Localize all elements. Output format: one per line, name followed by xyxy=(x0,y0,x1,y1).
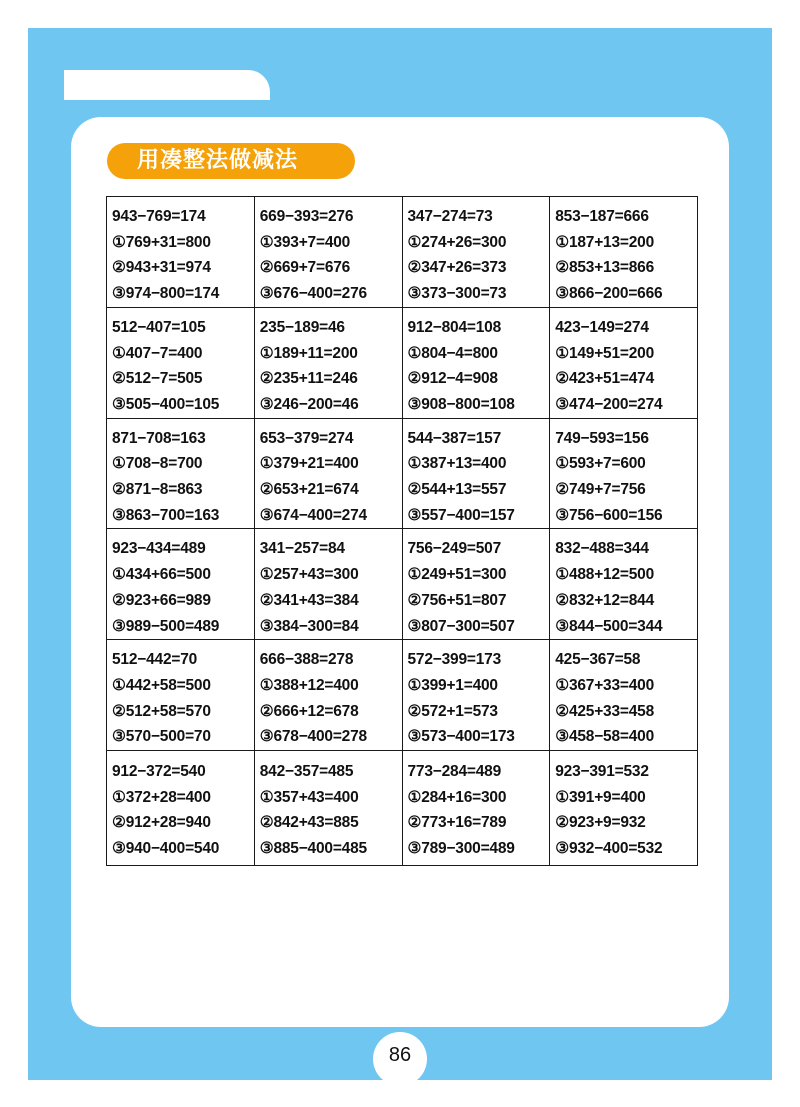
step-1: ①442+58=500 xyxy=(112,676,211,694)
problem-equation: 749−593=156 xyxy=(555,429,649,447)
step-3: ③940−400=540 xyxy=(112,840,220,858)
problem-cell xyxy=(254,640,402,751)
problem-equation: 347−274=73 xyxy=(407,208,493,225)
problem-cell xyxy=(402,418,550,529)
step-3: ③505−400=105 xyxy=(112,395,220,413)
problem-equation: 923−391=532 xyxy=(555,763,649,781)
problem-equation: 512−407=105 xyxy=(112,318,206,336)
section-title: 用凑整法做减法 xyxy=(107,143,355,179)
problem-cell xyxy=(550,197,698,308)
step-3: ③844−500=344 xyxy=(555,617,663,635)
problem-equation: 842−357=485 xyxy=(259,763,354,781)
problem-cell xyxy=(107,418,255,529)
step-1: ①284+16=300 xyxy=(407,788,507,806)
step-1: ①391+9=400 xyxy=(555,788,646,806)
problem-equation: 423−149=274 xyxy=(555,318,649,336)
problem-cell xyxy=(107,197,255,308)
step-1: ①407−7=400 xyxy=(112,344,203,362)
step-1: ①367+33=400 xyxy=(555,676,655,694)
problem-cell xyxy=(107,751,255,866)
step-3: ③974−800=174 xyxy=(112,285,220,303)
step-2: ②666+12=678 xyxy=(259,702,359,720)
step-1: ①249+51=300 xyxy=(407,566,507,584)
problem-cell xyxy=(550,640,698,751)
problem-cell xyxy=(550,418,698,529)
problem-cell xyxy=(254,197,402,308)
step-1: ①708−8=700 xyxy=(112,455,203,473)
step-1: ①769+31=800 xyxy=(112,233,211,251)
problem-equation: 653−379=274 xyxy=(259,429,354,447)
step-3: ③989−500=489 xyxy=(112,617,220,635)
problem-cell xyxy=(402,640,550,751)
step-2: ②832+12=844 xyxy=(555,591,655,609)
step-1: ①257+43=300 xyxy=(259,566,359,584)
step-2: ②773+16=789 xyxy=(407,814,507,832)
step-2: ②853+13=866 xyxy=(555,259,655,277)
problem-row xyxy=(107,640,698,751)
step-3: ③246−200=46 xyxy=(259,395,359,413)
problem-cell xyxy=(402,307,550,418)
step-2: ②347+26=373 xyxy=(407,259,507,277)
step-3: ③373−300=73 xyxy=(407,285,507,303)
step-2: ②923+66=989 xyxy=(112,591,211,609)
problem-row xyxy=(107,197,698,308)
problem-cell xyxy=(254,307,402,418)
step-1: ①488+12=500 xyxy=(555,566,655,584)
step-1: ①393+7=400 xyxy=(259,233,351,251)
step-3: ③557−400=157 xyxy=(407,506,515,524)
step-3: ③866−200=666 xyxy=(555,285,663,303)
step-1: ①274+26=300 xyxy=(407,233,507,251)
problem-grid xyxy=(106,196,698,866)
problem-equation: 773−284=489 xyxy=(407,763,501,781)
step-1: ①593+7=600 xyxy=(555,455,646,473)
step-2: ②425+33=458 xyxy=(555,702,655,720)
problem-equation: 666−388=278 xyxy=(259,651,354,669)
step-2: ②912−4=908 xyxy=(407,370,498,388)
problem-cell xyxy=(254,751,402,866)
page-number: 86 xyxy=(388,1044,412,1066)
problem-row xyxy=(107,529,698,640)
step-2: ②871−8=863 xyxy=(112,481,203,499)
step-2: ②235+11=246 xyxy=(259,370,358,388)
problem-equation: 572−399=173 xyxy=(407,651,501,669)
step-2: ②842+43=885 xyxy=(259,814,359,832)
step-3: ③474−200=274 xyxy=(555,395,663,413)
step-2: ②544+13=557 xyxy=(407,481,507,499)
problem-cell xyxy=(107,640,255,751)
problem-equation: 235−189=46 xyxy=(259,318,345,336)
step-2: ②512−7=505 xyxy=(112,370,203,388)
problem-equation: 912−372=540 xyxy=(112,763,206,781)
problem-equation: 853−187=666 xyxy=(555,208,649,225)
step-3: ③678−400=278 xyxy=(259,728,367,746)
step-2: ②423+51=474 xyxy=(555,370,655,388)
step-3: ③885−400=485 xyxy=(259,840,367,858)
step-1: ①149+51=200 xyxy=(555,344,655,362)
problem-cell xyxy=(254,418,402,529)
step-1: ①804−4=800 xyxy=(407,344,498,362)
step-3: ③807−300=507 xyxy=(407,617,515,635)
step-2: ②923+9=932 xyxy=(555,814,646,832)
problem-row xyxy=(107,418,698,529)
problem-cell xyxy=(550,307,698,418)
problem-equation: 923−434=489 xyxy=(112,540,206,558)
step-3: ③458−58=400 xyxy=(555,728,655,746)
header-tab-decoration xyxy=(64,70,270,100)
step-2: ②943+31=974 xyxy=(112,259,211,277)
problem-equation: 669−393=276 xyxy=(259,208,354,225)
problem-row xyxy=(107,751,698,866)
problem-equation: 871−708=163 xyxy=(112,429,206,447)
problem-cell xyxy=(550,529,698,640)
problem-cell xyxy=(402,529,550,640)
step-3: ③932−400=532 xyxy=(555,840,663,858)
problem-equation: 341−257=84 xyxy=(259,540,345,558)
step-1: ①387+13=400 xyxy=(407,455,507,473)
problem-cell xyxy=(550,751,698,866)
step-3: ③674−400=274 xyxy=(259,506,367,524)
step-1: ①372+28=400 xyxy=(112,788,211,806)
step-2: ②669+7=676 xyxy=(259,259,351,277)
step-1: ①189+11=200 xyxy=(259,344,358,362)
step-1: ①388+12=400 xyxy=(259,676,359,694)
problem-cell xyxy=(402,751,550,866)
step-2: ②572+1=573 xyxy=(407,702,498,720)
problem-row xyxy=(107,307,698,418)
step-2: ②912+28=940 xyxy=(112,814,211,832)
step-1: ①357+43=400 xyxy=(259,788,359,806)
problem-cell xyxy=(107,307,255,418)
problem-equation: 544−387=157 xyxy=(407,429,501,447)
step-3: ③570−500=70 xyxy=(112,728,211,746)
step-3: ③756−600=156 xyxy=(555,506,663,524)
problem-cell xyxy=(254,529,402,640)
step-1: ①187+13=200 xyxy=(555,233,655,251)
step-3: ③863−700=163 xyxy=(112,506,220,524)
problem-equation: 512−442=70 xyxy=(112,651,198,669)
step-1: ①434+66=500 xyxy=(112,566,211,584)
problem-equation: 832−488=344 xyxy=(555,540,649,558)
step-3: ③573−400=173 xyxy=(407,728,515,746)
step-2: ②756+51=807 xyxy=(407,591,507,609)
step-3: ③789−300=489 xyxy=(407,840,515,858)
step-2: ②512+58=570 xyxy=(112,702,211,720)
step-3: ③908−800=108 xyxy=(407,395,515,413)
step-2: ②653+21=674 xyxy=(259,481,359,499)
step-1: ①399+1=400 xyxy=(407,676,498,694)
step-1: ①379+21=400 xyxy=(259,455,359,473)
problem-equation: 943−769=174 xyxy=(112,208,206,225)
problem-equation: 425−367=58 xyxy=(555,651,641,669)
step-2: ②749+7=756 xyxy=(555,481,646,499)
problem-cell xyxy=(107,529,255,640)
problem-equation: 912−804=108 xyxy=(407,318,501,336)
step-3: ③384−300=84 xyxy=(259,617,359,635)
problem-equation: 756−249=507 xyxy=(407,540,501,558)
problem-cell xyxy=(402,197,550,308)
step-3: ③676−400=276 xyxy=(259,285,367,303)
step-2: ②341+43=384 xyxy=(259,591,359,609)
